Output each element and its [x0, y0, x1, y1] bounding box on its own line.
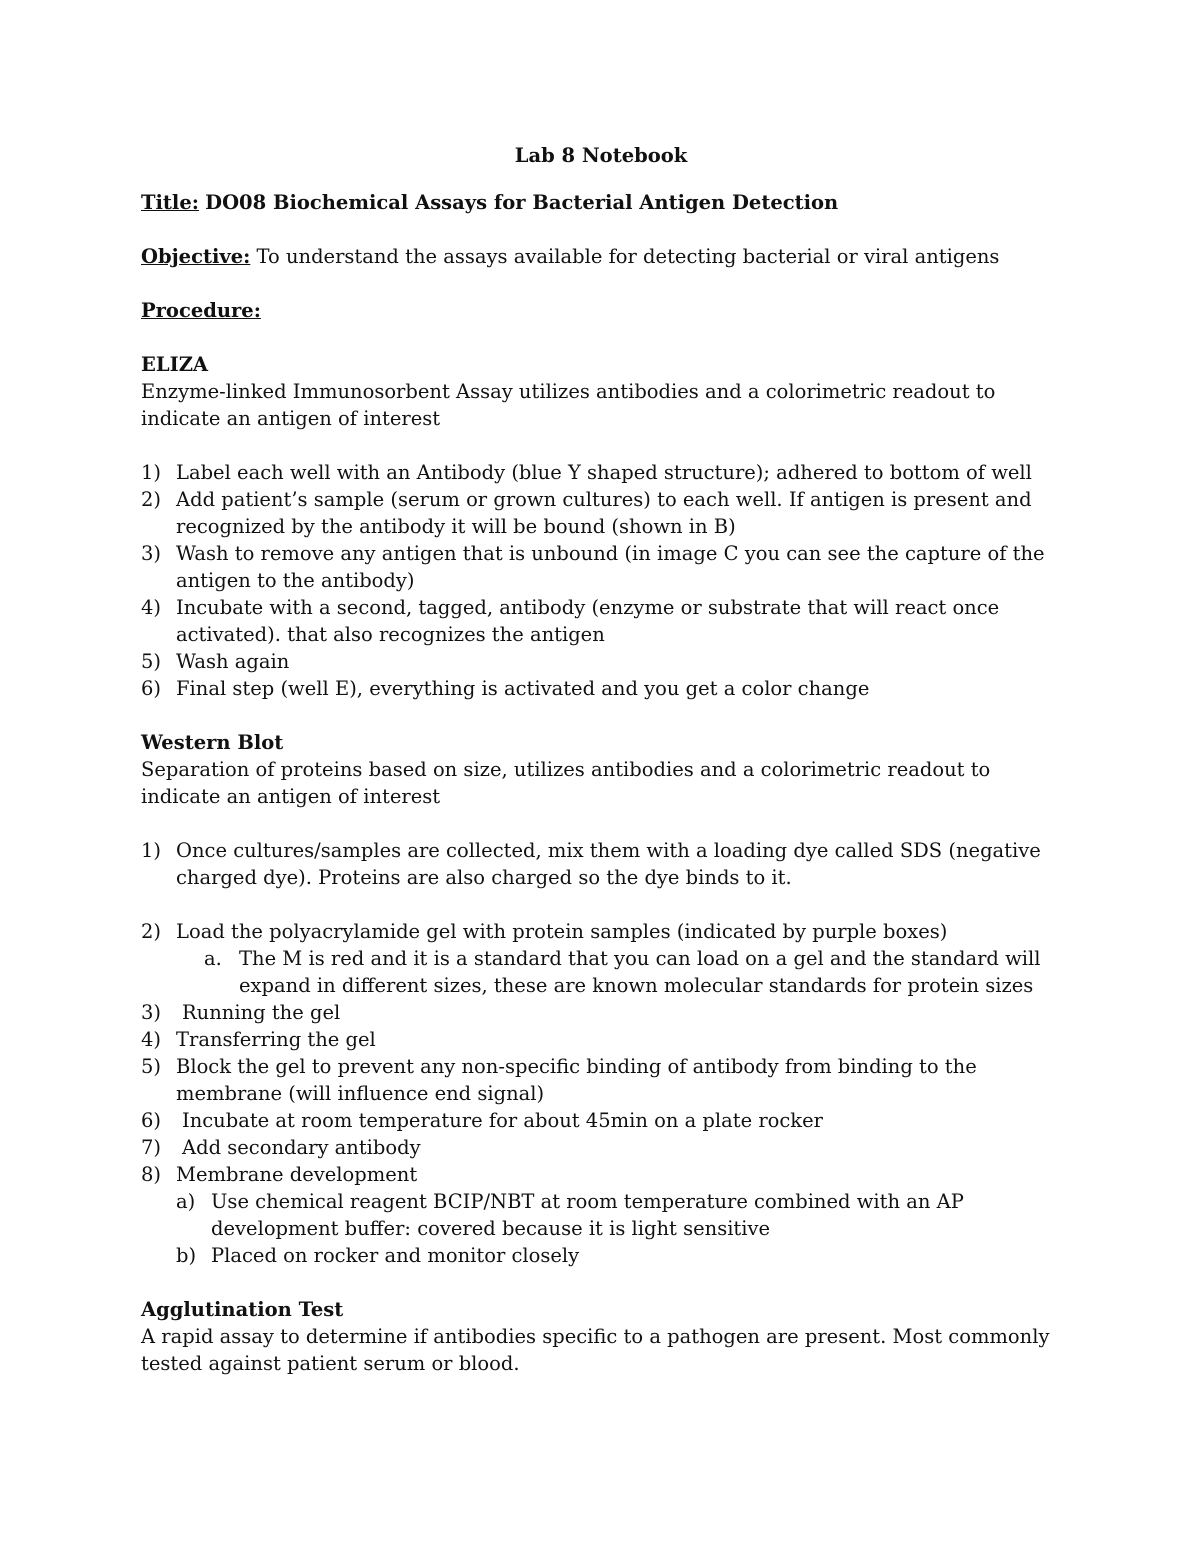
step-2-sublist [204, 945, 1061, 999]
step-text: Add patient’s sample (serum or grown cultures) to each well. If antigen is present and recognized by the antibody it will be bound (shown in B) [176, 488, 1032, 538]
step-text: Block the gel to prevent any non-specific binding of antibody from binding to the membrane (will influence end signal) [176, 1055, 977, 1105]
step-text: Wash to remove any antigen that is unbound (in image C you can see the capture of the antigen to the antibody) [176, 542, 1045, 592]
step-number: 1) [141, 461, 162, 484]
list-item [141, 594, 1061, 648]
title-value: DO08 Biochemical Assays for Bacterial Antigen Detection [205, 191, 839, 214]
list-item [141, 918, 1061, 999]
eliza-heading: ELIZA [141, 353, 209, 376]
objective-value: To understand the assays available for detecting bacterial or viral antigens [256, 245, 1000, 268]
step-number: 4) [141, 596, 162, 619]
step-number: 4) [141, 1028, 162, 1051]
list-item [176, 1188, 1061, 1242]
list-item [141, 1134, 1061, 1161]
step-number: 6) [141, 677, 162, 700]
agglutination-description: A rapid assay to determine if antibodies specific to a pathogen are present. Most commonly tested against patient serum or blood. [141, 1325, 1050, 1375]
document-page [141, 142, 1061, 1404]
agglutination-section [141, 1296, 1061, 1377]
step-text: Add secondary antibody [182, 1136, 421, 1159]
list-item [141, 837, 1061, 891]
substep-text: The M is red and it is a standard that you can load on a gel and the standard will expand in different sizes, these are known molecular standards for protein sizes [239, 947, 1041, 997]
list-item [176, 1242, 1061, 1269]
step-text: Final step (well E), everything is activated and you get a color change [176, 677, 870, 700]
step-number: 5) [141, 1055, 162, 1078]
list-item [141, 1107, 1061, 1134]
agglutination-heading: Agglutination Test [141, 1298, 344, 1321]
substep-letter: b) [176, 1244, 197, 1267]
step-text: Membrane development [176, 1163, 418, 1186]
list-item [141, 648, 1061, 675]
list-item [141, 486, 1061, 540]
step-text: Load the polyacrylamide gel with protein samples (indicated by purple boxes) [176, 920, 948, 943]
step-number: 3) [141, 542, 162, 565]
step-number: 8) [141, 1163, 162, 1186]
step-text: Label each well with an Antibody (blue Y shaped structure); adhered to bottom of well [176, 461, 1032, 484]
substep-letter: a) [176, 1190, 196, 1213]
step-number: 6) [141, 1109, 162, 1132]
step-text: Incubate with a second, tagged, antibody (enzyme or substrate that will react once activated). that also recognizes the antigen [176, 596, 1000, 646]
step-text: Once cultures/samples are collected, mix them with a loading dye called SDS (negative charged dye). Proteins are also charged so the dye binds to it. [176, 839, 1041, 889]
list-item [141, 999, 1061, 1026]
step-8-sublist [176, 1188, 1061, 1269]
procedure-line [141, 297, 1061, 324]
western-blot-section [141, 729, 1061, 1269]
step-text: Transferring the gel [176, 1028, 376, 1051]
substep-text: Placed on rocker and monitor closely [211, 1244, 580, 1267]
list-item [141, 540, 1061, 594]
step-number: 3) [141, 1001, 162, 1024]
list-item [204, 945, 1061, 999]
title-line [141, 189, 1061, 216]
step-number: 2) [141, 488, 162, 511]
eliza-section [141, 351, 1061, 702]
spacer [141, 891, 1061, 918]
step-text: Incubate at room temperature for about 45min on a plate rocker [182, 1109, 823, 1132]
western-blot-description: Separation of proteins based on size, utilizes antibodies and a colorimetric readout to indicate an antigen of interest [141, 758, 991, 808]
substep-letter: a. [204, 947, 222, 970]
objective-line [141, 243, 1061, 270]
list-item [141, 459, 1061, 486]
substep-text: Use chemical reagent BCIP/NBT at room temperature combined with an AP development buffer: covered because it is light sensitive [211, 1190, 964, 1240]
western-blot-steps [141, 837, 1061, 891]
title-label: Title: [141, 191, 199, 214]
eliza-description: Enzyme-linked Immunosorbent Assay utilizes antibodies and a colorimetric readout to indicate an antigen of interest [141, 380, 996, 430]
eliza-steps [141, 459, 1061, 702]
step-number: 1) [141, 839, 162, 862]
western-blot-steps-continued [141, 918, 1061, 1269]
list-item [141, 1053, 1061, 1107]
step-text: Wash again [176, 650, 290, 673]
step-number: 5) [141, 650, 162, 673]
list-item [141, 1026, 1061, 1053]
procedure-label: Procedure: [141, 299, 261, 322]
step-number: 7) [141, 1136, 162, 1159]
step-number: 2) [141, 920, 162, 943]
list-item [141, 1161, 1061, 1269]
list-item [141, 675, 1061, 702]
objective-label: Objective: [141, 245, 251, 268]
western-blot-heading: Western Blot [141, 731, 284, 754]
step-text: Running the gel [182, 1001, 341, 1024]
document-title: Lab 8 Notebook [514, 144, 688, 167]
